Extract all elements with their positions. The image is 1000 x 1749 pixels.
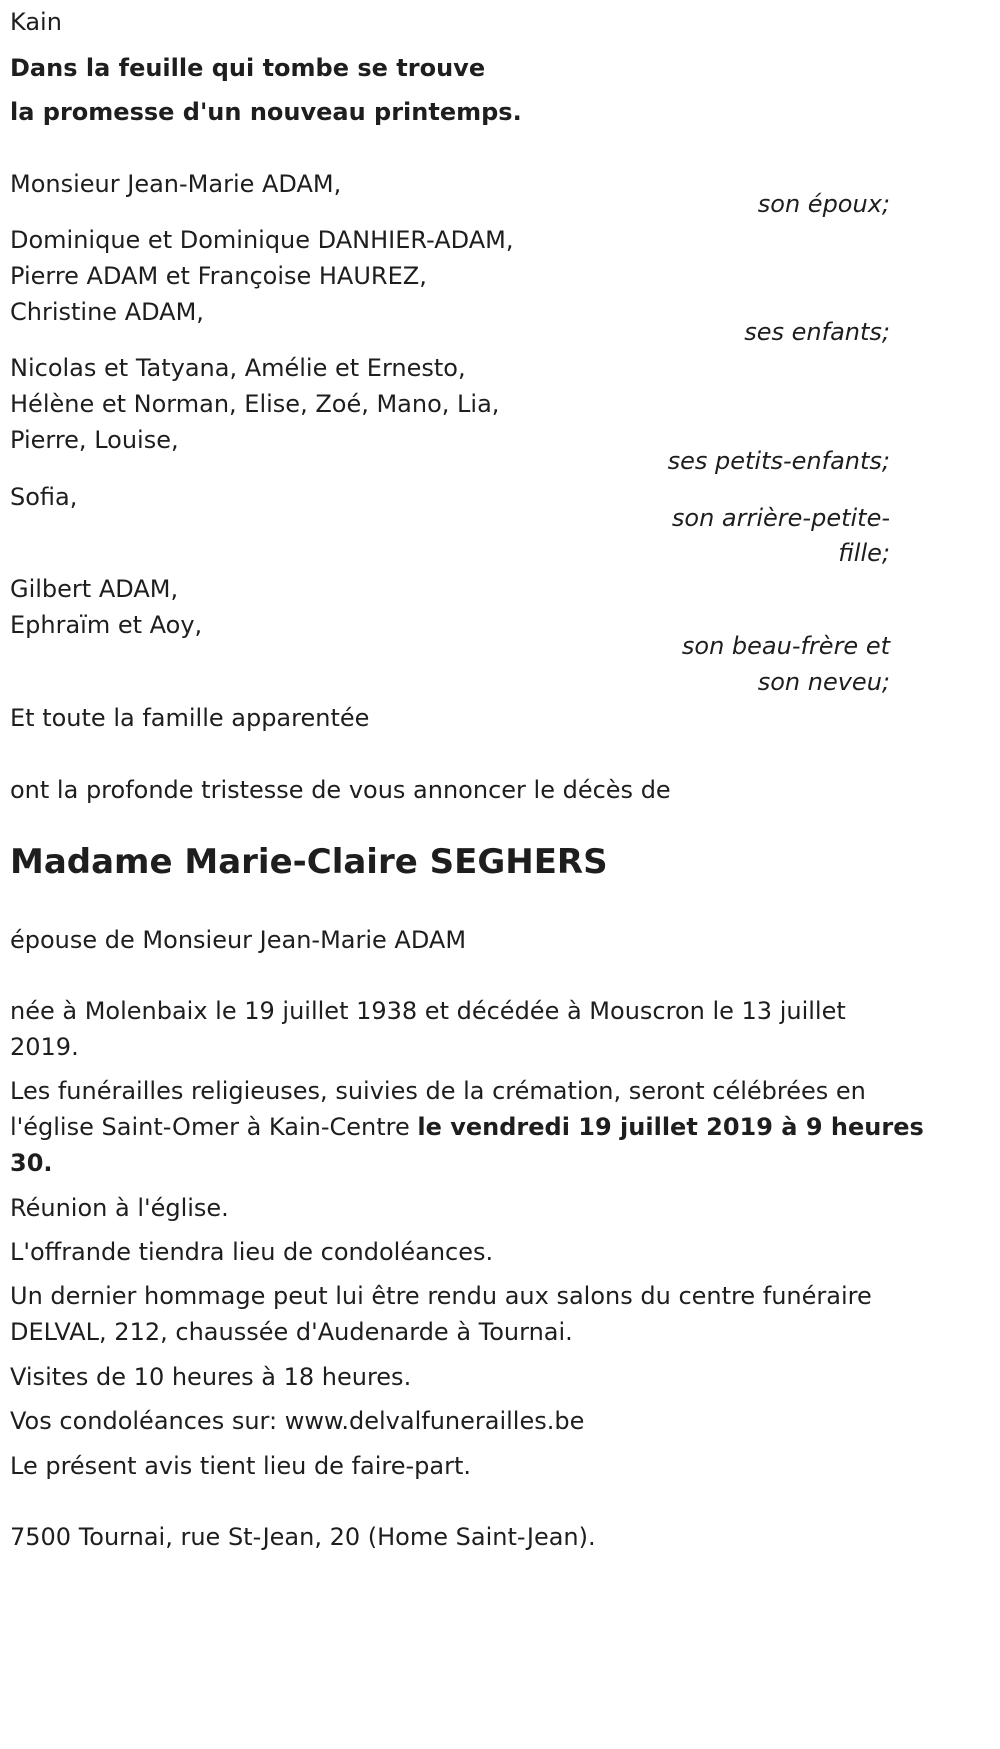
child-name-3: Christine ADAM, [10,298,204,326]
grandchild-name-1: Nicolas et Tatyana, Amélie et Ernesto, [10,354,466,382]
meeting-line: Réunion à l'église. [10,1194,229,1222]
tribute-line-2: DELVAL, 212, chaussée d'Audenarde à Tournai. [10,1318,573,1346]
great-grandchild-role-line-2: fille; [838,539,890,567]
place-label: Kain [10,8,62,36]
spouse-name: Monsieur Jean-Marie ADAM, [10,170,342,198]
notice-line: Le présent avis tient lieu de faire-part. [10,1452,472,1480]
funeral-line-3: 30. [10,1149,53,1177]
great-grandchild-name: Sofia, [10,483,78,511]
condolences-line: Vos condoléances sur: www.delvalfunerailles.be [10,1407,585,1435]
in-law-name-2: Ephraïm et Aoy, [10,611,203,639]
relatives-line: Et toute la famille apparentée [10,704,370,732]
child-name-1: Dominique et Dominique DANHIER-ADAM, [10,226,514,254]
address-line: 7500 Tournai, rue St-Jean, 20 (Home Saint-Jean). [10,1523,596,1551]
spouse-of-line: épouse de Monsieur Jean-Marie ADAM [10,926,467,954]
funeral-line-2 [10,1109,924,1145]
tribute-line-1: Un dernier hommage peut lui être rendu aux salons du centre funéraire [10,1282,872,1310]
deceased-name: Madame Marie-Claire SEGHERS [10,842,608,882]
visits-line: Visites de 10 heures à 18 heures. [10,1363,412,1391]
grandchildren-role: ses petits-enfants; [667,447,890,475]
grandchild-name-3: Pierre, Louise, [10,426,179,454]
offering-line: L'offrande tiendra lieu de condoléances. [10,1238,494,1266]
quote-line-1: Dans la feuille qui tombe se trouve [10,54,486,82]
funeral-date-time: le vendredi 19 juillet 2019 à 9 heures [417,1113,924,1141]
in-law-name-1: Gilbert ADAM, [10,575,179,603]
funeral-church: l'église Saint-Omer à Kain-Centre [10,1113,418,1141]
birth-death-line-1: née à Molenbaix le 19 juillet 1938 et décédée à Mouscron le 13 juillet [10,997,846,1025]
quote-line-2: la promesse d'un nouveau printemps. [10,98,522,126]
funeral-line-1: Les funérailles religieuses, suivies de la crémation, seront célébrées en [10,1077,866,1105]
great-grandchild-role-line-1: son arrière-petite- [671,504,890,532]
grandchild-name-2: Hélène et Norman, Elise, Zoé, Mano, Lia, [10,390,500,418]
child-name-2: Pierre ADAM et Françoise HAUREZ, [10,262,427,290]
in-laws-role-line-2: son neveu; [757,668,890,696]
in-laws-role-line-1: son beau-frère et [681,632,890,660]
spouse-role: son époux; [757,190,890,218]
children-role: ses enfants; [744,318,890,346]
birth-death-line-2: 2019. [10,1033,79,1061]
announcement-line: ont la profonde tristesse de vous annoncer le décès de [10,776,671,804]
